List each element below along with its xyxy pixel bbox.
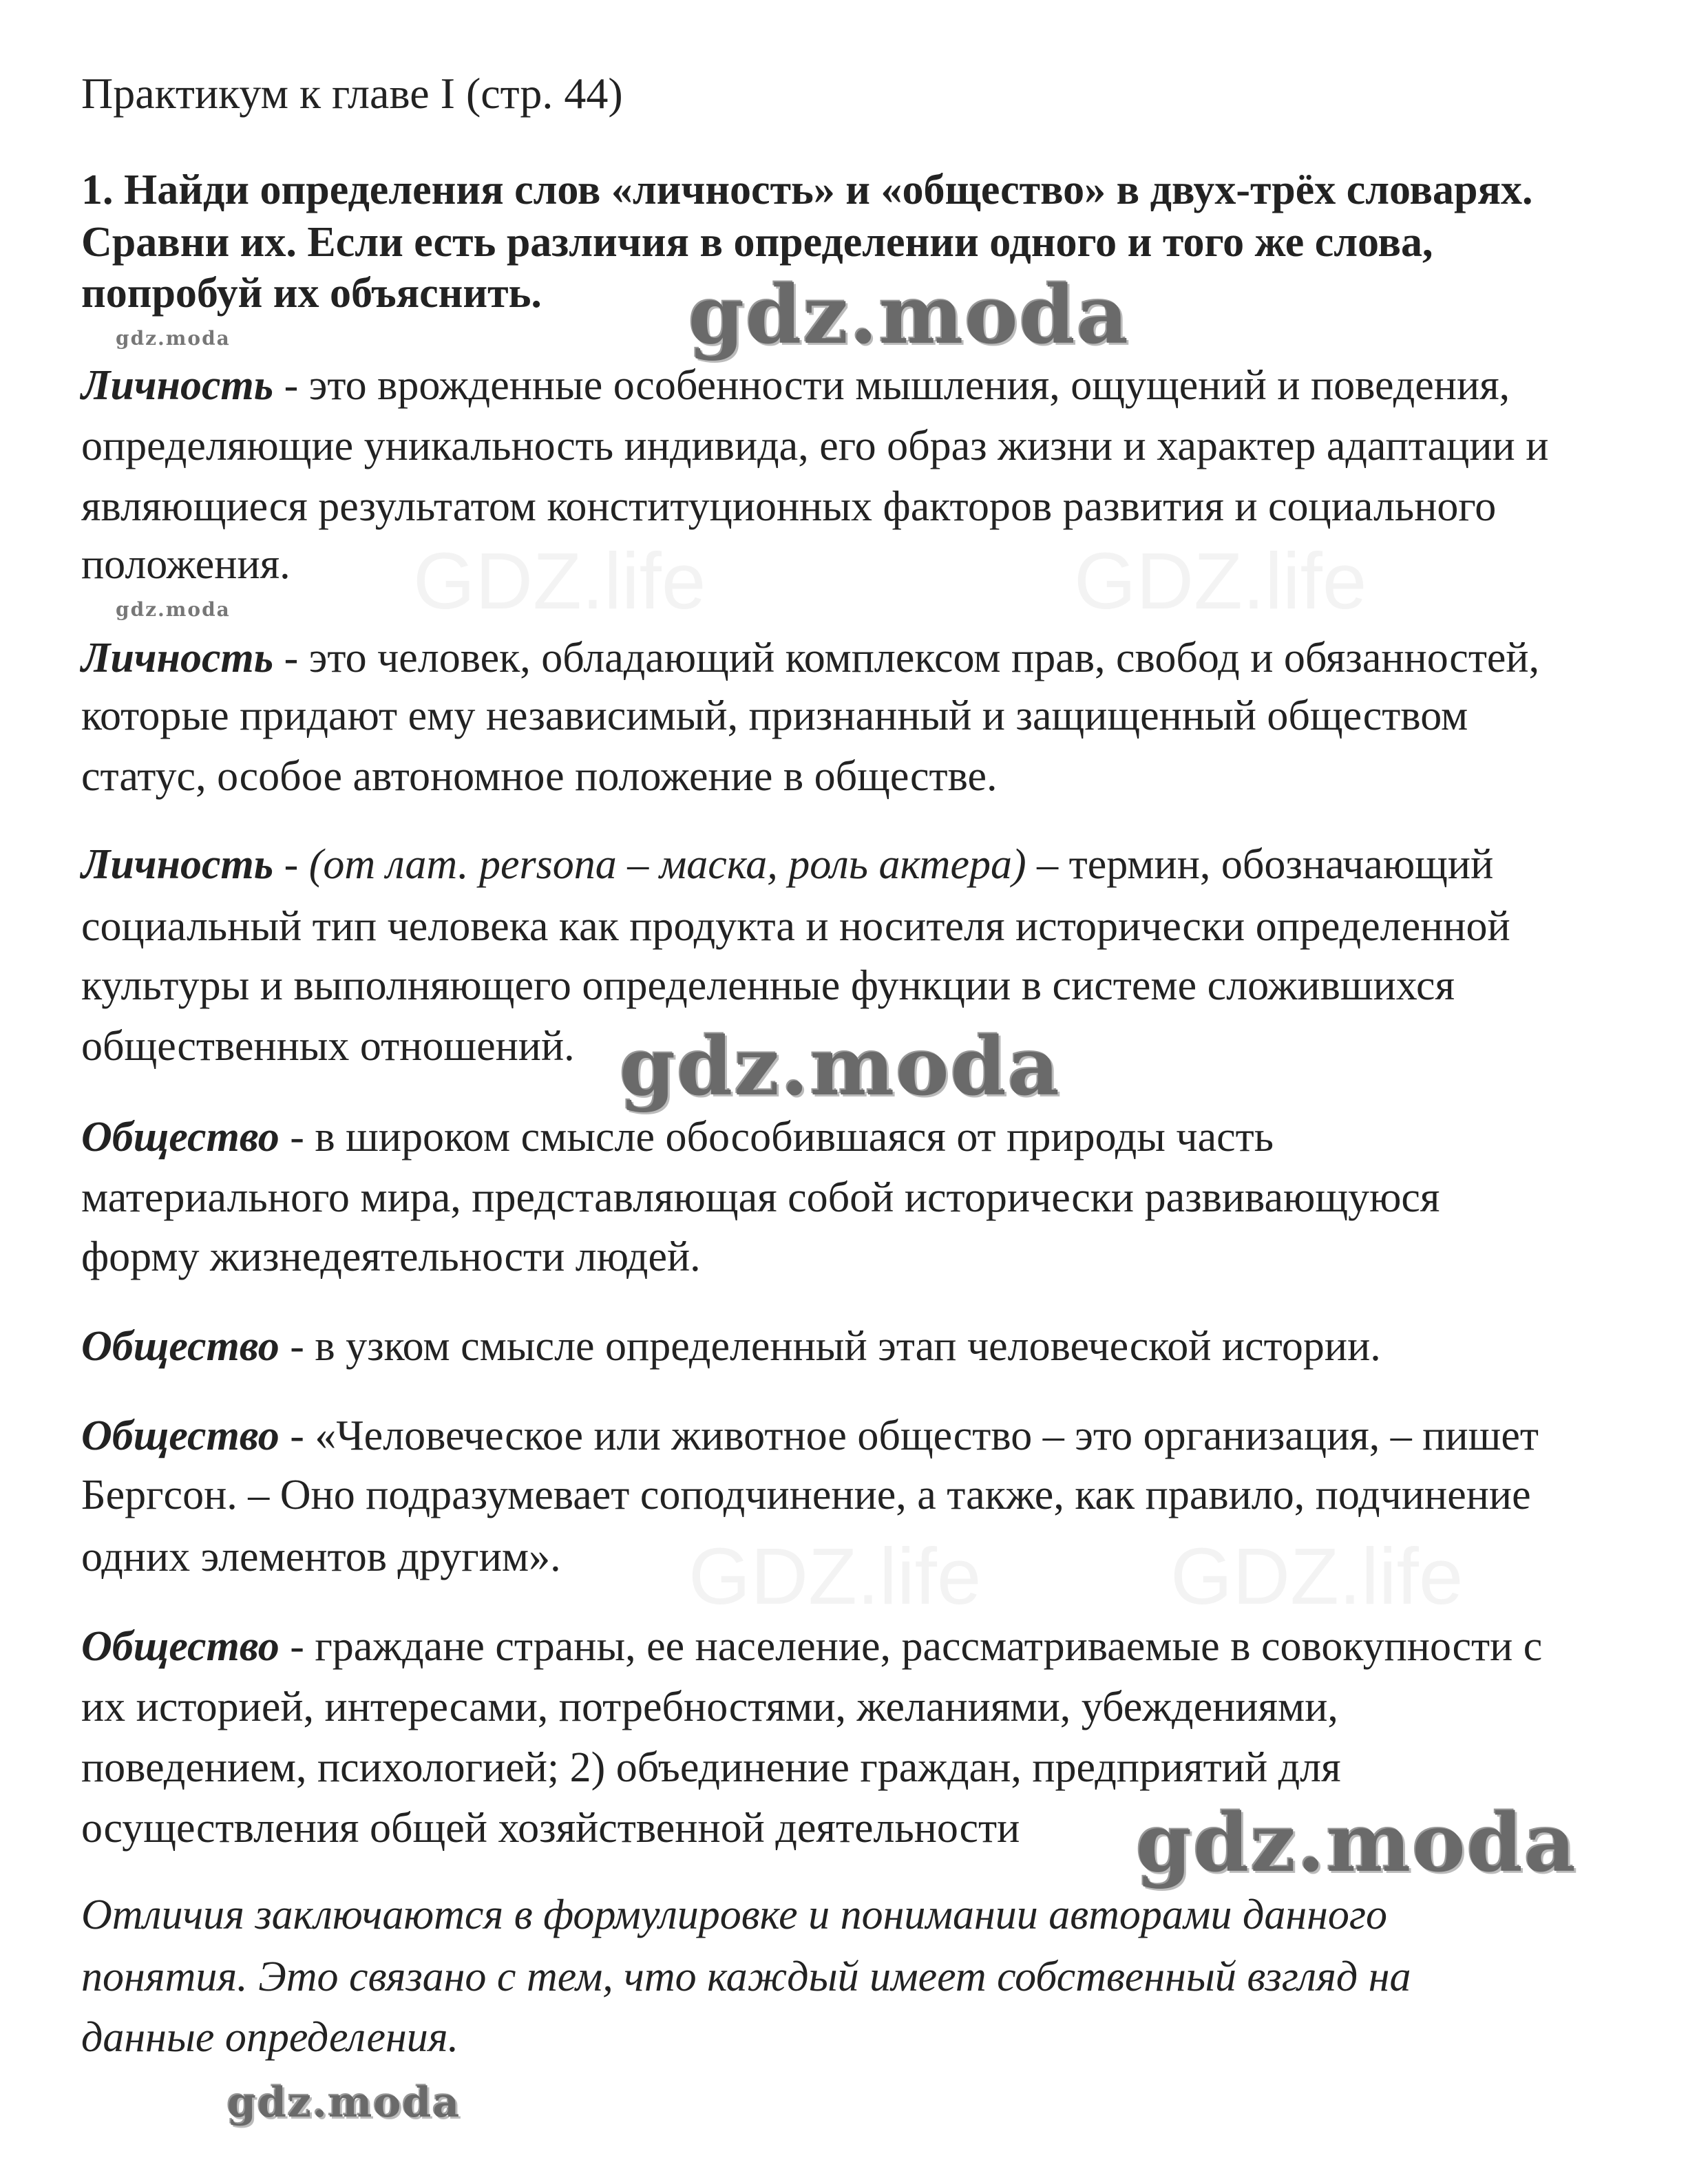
etymology: (от лат. persona – маска, роль актера) [308,841,1026,888]
ghost-watermark: GDZ.life [1170,1532,1464,1621]
paragraph-line: статус, особое автономное положение в обществе. [81,753,998,800]
paragraph-line [81,1622,1542,1671]
paragraph-line: положения. [81,541,291,588]
paragraph-line: форму жизнедеятельности людей. [81,1233,701,1280]
term: Общество [81,1412,280,1459]
paragraph-line: материального мира, представляющая собой исторически развивающуюся [81,1174,1440,1221]
paragraph-line: которые придают ему независимый, признанный и защищенный обществом [81,692,1468,739]
paragraph-line: общественных отношений. [81,1023,575,1070]
paragraph-line [81,840,1493,889]
definition-text: - [273,841,309,888]
paragraph-line [81,1112,1274,1162]
watermark-logo: gdz.moda [1136,1797,1577,1890]
paragraph-line: осуществления общей хозяйственной деятельности [81,1805,1020,1852]
paragraph-line: их историей, интересами, потребностями, желаниями, убеждениями, [81,1684,1338,1730]
question-line: Сравни их. Если есть различия в определении одного и того же слова, [81,219,1433,266]
paragraph-line: являющиеся результатом конституционных факторов развития и социального [81,483,1497,530]
watermark-logo: gdz.moda [116,598,231,621]
term: Общество [81,1114,280,1161]
paragraph-line: социальный тип человека как продукта и носителя исторически определенной [81,903,1510,950]
definition-text: - это человек, обладающий комплексом прав, свобод и обязанностей, [273,635,1540,681]
paragraph-line: поведением, психологией; 2) объединение граждан, предприятий для [81,1744,1341,1791]
watermark-logo: gdz.moda [688,268,1130,362]
paragraph-line: Бергсон. – Оно подразумевает соподчинение, а также, как правило, подчинение [81,1472,1531,1518]
watermark-logo: gdz.moda [620,1020,1061,1114]
definition-text: - «Человеческое или животное общество – это организация, – пишет [279,1412,1539,1459]
paragraph-line [81,1322,1381,1371]
conclusion-line: данные определения. [81,2014,459,2061]
paragraph-line [81,633,1539,683]
question-line: 1. Найди определения слов «личность» и «общество» в двух-трёх словарях. [81,167,1533,213]
term: Личность [81,635,274,681]
term: Личность [81,362,274,409]
conclusion-line: Отличия заключаются в формулировке и понимании авторами данного [81,1891,1388,1938]
definition-text: - это врожденные особенности мышления, ощущений и поведения, [273,362,1510,409]
definition-text: - в узком смысле определенный этап человеческой истории. [279,1323,1381,1370]
definition-text: - граждане страны, ее население, рассматриваемые в совокупности с [279,1623,1543,1670]
ghost-watermark: GDZ.life [413,536,706,626]
definition-text: - в широком смысле обособившаяся от природы часть [279,1114,1274,1161]
term: Личность [81,841,274,888]
paragraph-line: культуры и выполняющего определенные функции в системе сложившихся [81,962,1455,1009]
ghost-watermark: GDZ.life [1074,536,1367,626]
watermark-logo: gdz.moda [227,2079,461,2127]
question-line: попробуй их объяснить. [81,270,542,317]
term: Общество [81,1323,280,1370]
conclusion-line: понятия. Это связано с тем, что каждый имеет собственный взгляд на [81,1953,1411,2000]
paragraph-line: одних элементов другим». [81,1534,561,1580]
watermark-logo: gdz.moda [116,327,231,350]
paragraph-line [81,1411,1539,1461]
page-title: Практикум к главе I (стр. 44) [81,69,623,118]
definition-text: – термин, обозначающий [1026,841,1494,888]
term: Общество [81,1623,280,1670]
ghost-watermark: GDZ.life [688,1532,982,1621]
paragraph-line: определяющие уникальность индивида, его образ жизни и характер адаптации и [81,423,1549,469]
paragraph-line [81,361,1510,410]
